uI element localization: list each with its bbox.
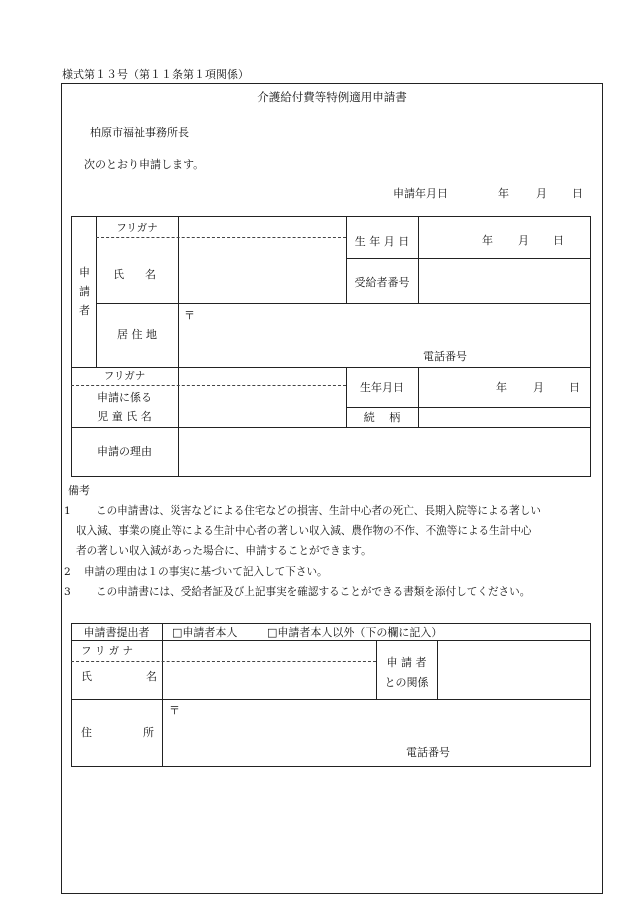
child-relationship-input[interactable] <box>419 408 590 427</box>
form-number: 様式第１３号（第１１条第１項関係） <box>62 68 249 81</box>
child-relationship-label: 続 柄 <box>363 411 401 424</box>
submitter-relationship-label-1: 申 請 者 <box>386 656 427 669</box>
recipient-number-label: 受給者番号 <box>354 276 410 289</box>
submitter-name-input[interactable] <box>163 662 376 699</box>
reason-label: 申請の理由 <box>97 445 152 458</box>
submitter-relationship-label-2: との関係 <box>384 676 429 689</box>
applicant-birthdate-month: 月 <box>518 234 529 247</box>
applicant-name-input[interactable] <box>179 238 346 303</box>
remark-line: この申請書は、災害などによる住宅などの損害、生計中心者の死亡、長期入院等による著しい <box>96 505 541 517</box>
child-name-label-1: 申請に係る <box>97 391 152 404</box>
applicant-name-label: 氏 名 <box>113 268 161 281</box>
remarks-heading: 備考 <box>68 484 90 497</box>
applicant-section-char-2: 請 <box>79 285 90 298</box>
form-title: 介護給付費等特例適用申請書 <box>257 90 407 104</box>
applicant-section-char-3: 者 <box>79 304 90 317</box>
submitter-phone-label: 電話番号 <box>406 746 450 759</box>
applicant-birthdate-day: 日 <box>553 234 564 247</box>
remark-line: 申請の理由は１の事実に基づいて記入して下さい。 <box>84 566 328 578</box>
applicant-postal-mark: 〒 <box>184 309 195 322</box>
remark-line: 収入減、事業の廃止等による生計中心者の著しい収入減、農作物の不作、不漁等による生計中心 <box>76 525 532 537</box>
submitter-address-label-1: 住 <box>81 726 92 739</box>
child-name-label-2: 児 童 氏 名 <box>97 410 152 423</box>
child-birthdate-month: 月 <box>533 381 544 394</box>
remark-number: 1 <box>64 505 71 517</box>
applicant-birthdate-label: 生 年 月 日 <box>354 235 410 248</box>
recipient-number-input[interactable] <box>419 259 590 303</box>
submitter-name-label-2: 名 <box>146 670 157 683</box>
intro-text: 次のとおり申請します。 <box>84 158 205 171</box>
applicant-furigana-label: フリガナ <box>116 222 158 234</box>
remark-number: 2 <box>64 566 71 578</box>
submitter-address-input[interactable] <box>163 700 590 766</box>
submitter-address-label-2: 所 <box>143 726 154 739</box>
submitter-option-other[interactable]: □申請者本人以外（下の欄に記入） <box>267 626 443 639</box>
application-date-year: 年 <box>498 187 509 200</box>
applicant-birthdate-year: 年 <box>482 234 493 247</box>
remark-number: 3 <box>64 586 71 598</box>
submitter-name-label-1: 氏 <box>81 670 92 683</box>
submitter-postal-mark: 〒 <box>169 704 180 717</box>
application-date-label: 申請年月日 <box>393 187 448 200</box>
applicant-section-char-1: 申 <box>79 266 90 279</box>
applicant-address-label: 居 住 地 <box>117 328 157 341</box>
child-furigana-label: フリガナ <box>103 370 146 382</box>
submitter-option-self[interactable]: □申請者本人 <box>172 626 238 639</box>
child-furigana-input[interactable] <box>179 368 346 385</box>
child-birthdate-day: 日 <box>569 381 580 394</box>
reason-input[interactable] <box>179 428 590 476</box>
child-name-input[interactable] <box>179 386 346 427</box>
remark-line: この申請書には、受給者証及び上記事実を確認することができる書類を添付してください。 <box>96 586 531 598</box>
submitter-furigana-label: フ リ ガ ナ <box>81 645 134 657</box>
submitter-relationship-input[interactable] <box>438 641 590 699</box>
addressee: 柏原市福祉事務所長 <box>90 126 189 139</box>
applicant-furigana-input[interactable] <box>179 217 346 237</box>
remark-line: 者の著しい収入減があった場合に、申請することができます。 <box>76 545 372 557</box>
application-date-day: 日 <box>572 187 583 200</box>
form-border <box>61 83 603 894</box>
child-birthdate-year: 年 <box>496 381 507 394</box>
application-date-month: 月 <box>536 187 547 200</box>
applicant-phone-label: 電話番号 <box>423 350 467 363</box>
applicant-address-input[interactable] <box>179 304 590 367</box>
child-birthdate-label: 生年月日 <box>360 381 404 394</box>
submitter-label: 申請書提出者 <box>83 626 150 639</box>
submitter-furigana-input[interactable] <box>163 641 376 661</box>
